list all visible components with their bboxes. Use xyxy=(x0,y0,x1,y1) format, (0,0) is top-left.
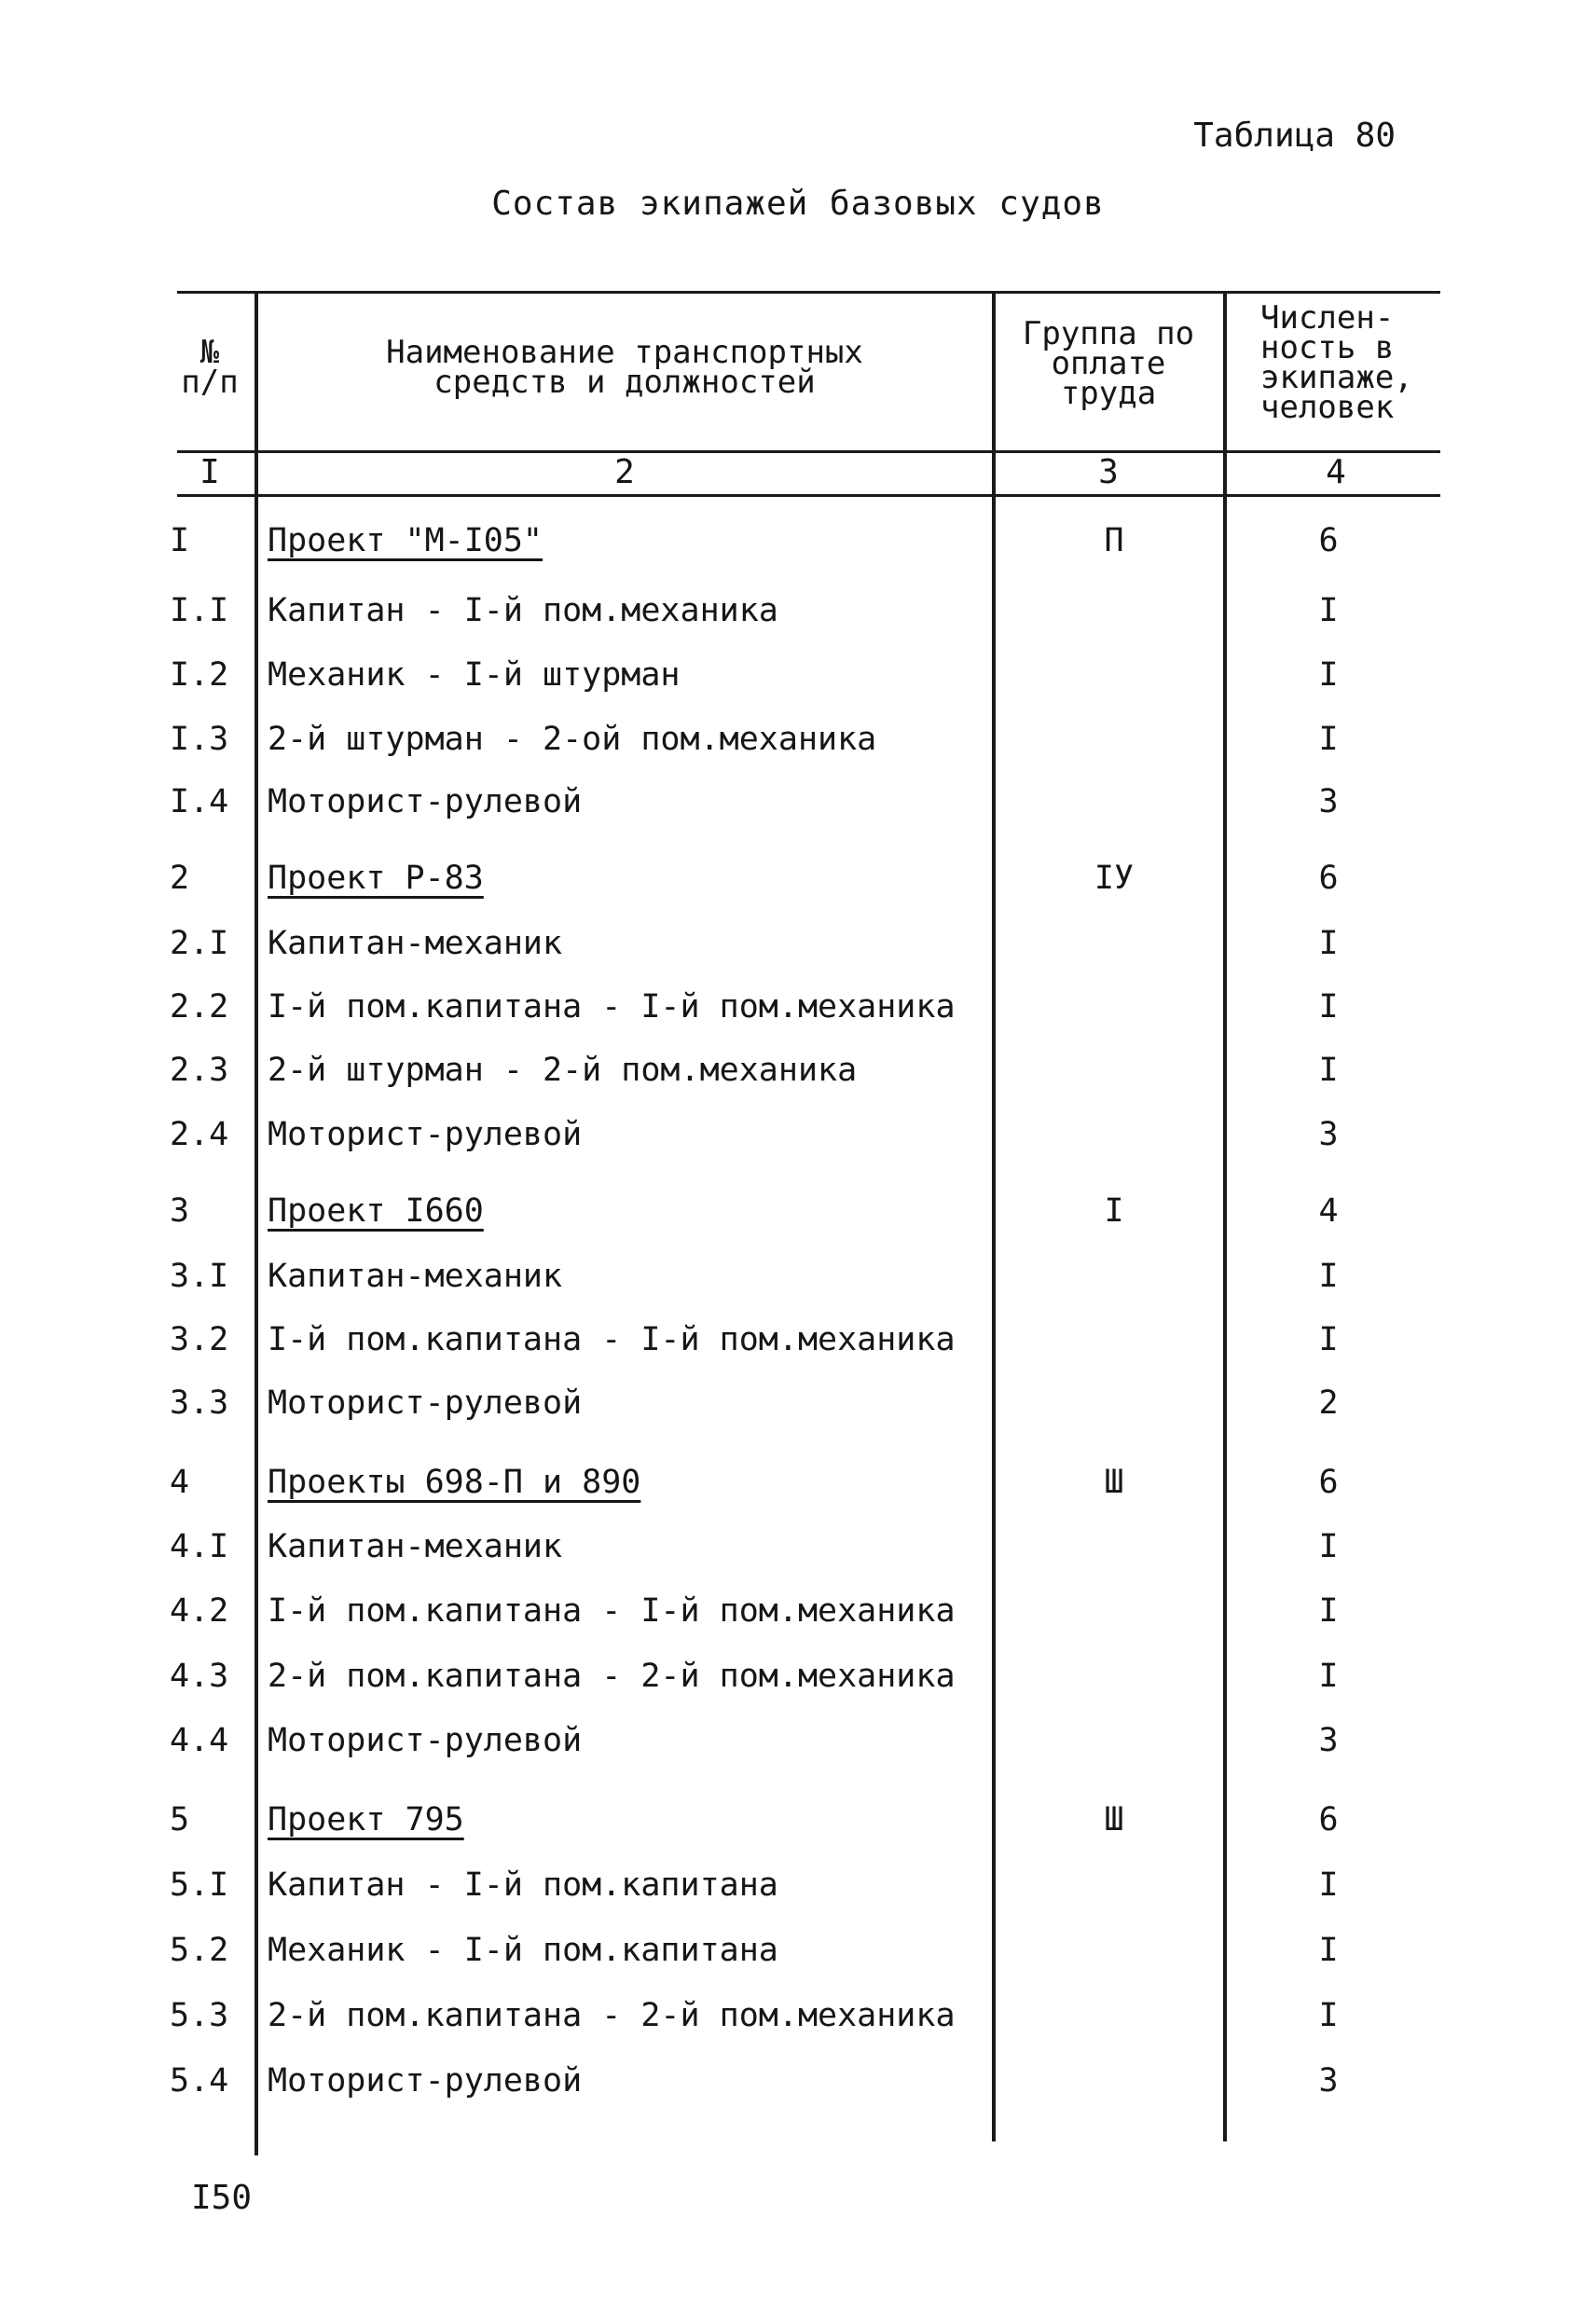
header-name-line-2: средств и должностей xyxy=(433,364,816,401)
position-name: Моторист-рулевой xyxy=(268,1116,583,1153)
row-number: 4 xyxy=(170,1464,190,1501)
project-name: Проекты 698-П и 890 xyxy=(268,1464,641,1501)
crew-count: 6 xyxy=(1318,522,1339,559)
position-name: 2-й пом.капитана - 2-й пом.механика xyxy=(268,1997,956,2034)
position-name: Капитан-механик xyxy=(268,1528,563,1565)
crew-count: I xyxy=(1318,1258,1339,1295)
column-divider-2 xyxy=(992,291,996,2141)
crew-count: 3 xyxy=(1318,1116,1339,1153)
crew-count: I xyxy=(1318,1592,1339,1630)
row-number: I xyxy=(170,522,190,559)
crew-count: I xyxy=(1318,721,1339,758)
project-name: Проект "М-I05" xyxy=(268,522,543,559)
row-number: 3.3 xyxy=(170,1384,229,1422)
row-number: 2 xyxy=(170,860,190,897)
crew-count: I xyxy=(1318,988,1339,1026)
row-number: 2.4 xyxy=(170,1116,229,1153)
header-num-line-1: № xyxy=(200,334,220,371)
header-group-line-2: оплате xyxy=(1051,345,1166,382)
page-number: I50 xyxy=(191,2179,253,2217)
crew-count: 3 xyxy=(1318,783,1339,820)
position-name: Капитан-механик xyxy=(268,1258,563,1295)
position-name: 2-й пом.капитана - 2-й пом.механика xyxy=(268,1658,956,1695)
crew-count: 6 xyxy=(1318,1801,1339,1838)
row-number: I.4 xyxy=(170,783,229,820)
crew-count: 2 xyxy=(1318,1384,1339,1422)
position-name: I-й пом.капитана - I-й пом.механика xyxy=(268,1321,956,1358)
crew-count: I xyxy=(1318,1658,1339,1695)
crew-count: 3 xyxy=(1318,1722,1339,1759)
header-count-line-2: ность в xyxy=(1260,329,1395,366)
project-name: Проект Р-83 xyxy=(268,860,484,897)
position-name: Механик - I-й штурман xyxy=(268,656,681,694)
header-count-line-1: Числен- xyxy=(1260,299,1395,337)
header-group-line-3: труда xyxy=(1060,375,1157,412)
position-name: 2-й штурман - 2-й пом.механика xyxy=(268,1052,858,1089)
crew-count: 3 xyxy=(1318,2062,1339,2100)
header-name-line-1: Наименование транспортных xyxy=(386,334,863,371)
row-number: 2.2 xyxy=(170,988,229,1026)
position-name: I-й пом.капитана - I-й пом.механика xyxy=(268,1592,956,1630)
position-name: Моторист-рулевой xyxy=(268,1384,583,1422)
header-num-line-2: п/п xyxy=(181,364,239,401)
crew-count: I xyxy=(1318,1997,1339,2034)
row-number: 5.4 xyxy=(170,2062,229,2100)
column-number-1: I xyxy=(200,453,220,491)
header-count-line-4: человек xyxy=(1260,389,1395,426)
table-top-rule xyxy=(177,291,1440,294)
row-number: 5.2 xyxy=(170,1932,229,1969)
pay-group: Ш xyxy=(1104,1801,1124,1838)
column-number-3: 3 xyxy=(1098,453,1119,491)
row-number: 3.I xyxy=(170,1258,229,1295)
row-number: 3.2 xyxy=(170,1321,229,1358)
row-number: I.2 xyxy=(170,656,229,694)
crew-count: I xyxy=(1318,1866,1339,1904)
row-number: 5.3 xyxy=(170,1997,229,2034)
header-name xyxy=(261,334,988,401)
row-number: 4.4 xyxy=(170,1722,229,1759)
crew-count: I xyxy=(1318,1528,1339,1565)
crew-count: I xyxy=(1318,1321,1339,1358)
pay-group: Ш xyxy=(1104,1464,1124,1501)
crew-count: 6 xyxy=(1318,1464,1339,1501)
row-number: 3 xyxy=(170,1192,190,1230)
crew-count: 6 xyxy=(1318,860,1339,897)
header-num xyxy=(168,334,252,401)
position-name: 2-й штурман - 2-ой пом.механика xyxy=(268,721,877,758)
crew-count: I xyxy=(1318,592,1339,629)
row-number: 4.2 xyxy=(170,1592,229,1630)
row-number: 4.I xyxy=(170,1528,229,1565)
crew-count: I xyxy=(1318,656,1339,694)
row-number: 2.3 xyxy=(170,1052,229,1089)
position-name: Капитан - I-й пом.капитана xyxy=(268,1866,778,1904)
header-count-line-3: экипаже, xyxy=(1260,359,1413,396)
project-name: Проект 795 xyxy=(268,1801,464,1838)
row-number: I.3 xyxy=(170,721,229,758)
position-name: Моторист-рулевой xyxy=(268,1722,583,1759)
row-number: 5.I xyxy=(170,1866,229,1904)
column-number-4: 4 xyxy=(1326,453,1346,491)
row-number: I.I xyxy=(170,592,229,629)
position-name: Капитан-механик xyxy=(268,925,563,962)
row-number: 2.I xyxy=(170,925,229,962)
crew-count: I xyxy=(1318,1052,1339,1089)
table-label: Таблица 80 xyxy=(1193,117,1396,155)
header-count xyxy=(1229,299,1443,426)
position-name: Моторист-рулевой xyxy=(268,2062,583,2100)
header-group xyxy=(996,315,1221,412)
row-number: 4.3 xyxy=(170,1658,229,1695)
pay-group: IУ xyxy=(1094,860,1135,897)
position-name: Капитан - I-й пом.механика xyxy=(268,592,778,629)
column-numbers-bottom-rule xyxy=(177,494,1440,497)
crew-count: I xyxy=(1318,925,1339,962)
header-group-line-1: Группа по xyxy=(1022,315,1195,352)
column-number-2: 2 xyxy=(614,453,635,491)
position-name: Моторист-рулевой xyxy=(268,783,583,820)
pay-group: I xyxy=(1104,1192,1124,1230)
pay-group: П xyxy=(1104,522,1124,559)
row-number: 5 xyxy=(170,1801,190,1838)
position-name: I-й пом.капитана - I-й пом.механика xyxy=(268,988,956,1026)
crew-count: 4 xyxy=(1318,1192,1339,1230)
project-name: Проект I660 xyxy=(268,1192,484,1230)
crew-count: I xyxy=(1318,1932,1339,1969)
position-name: Механик - I-й пом.капитана xyxy=(268,1932,778,1969)
table-title: Состав экипажей базовых судов xyxy=(491,185,1105,223)
column-divider-1 xyxy=(255,291,258,2155)
